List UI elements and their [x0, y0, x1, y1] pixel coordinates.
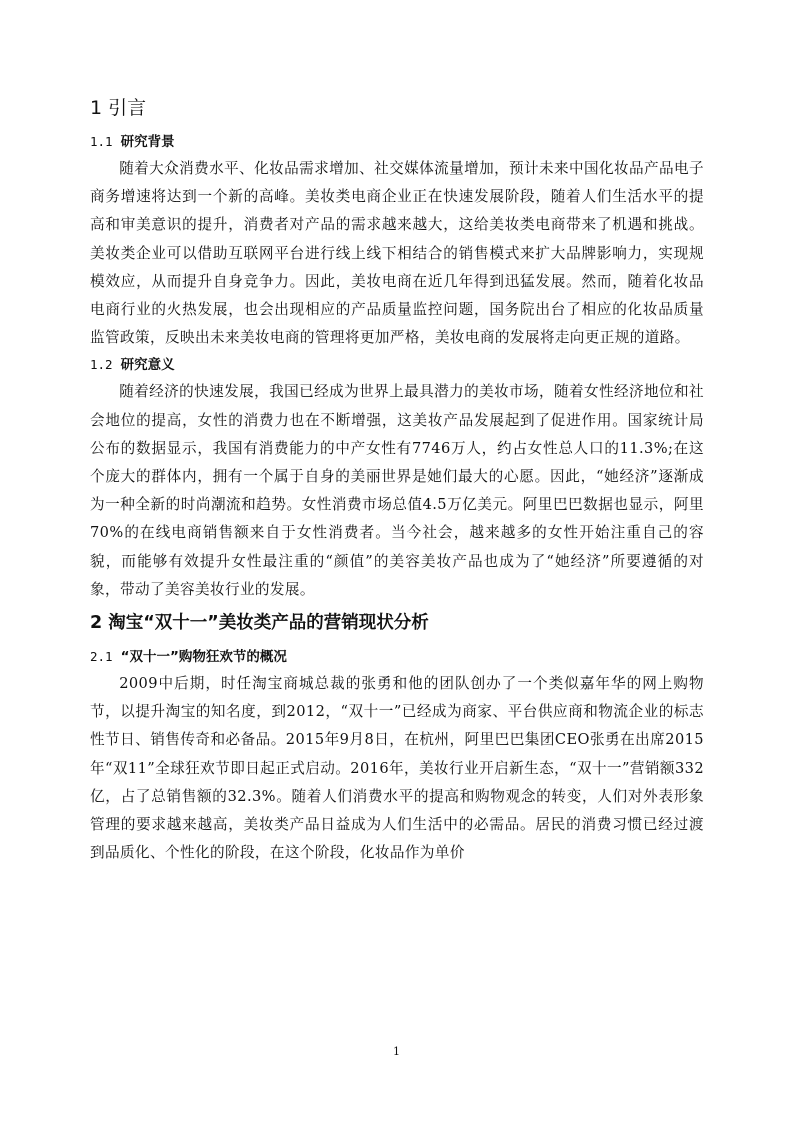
- subsection-title: 研究背景: [120, 134, 175, 150]
- subsection-number: 2.1: [90, 649, 113, 665]
- section-heading-introduction: 1 引言: [90, 97, 147, 119]
- subsection-heading-significance: [90, 352, 704, 378]
- subsection-number: 1.2: [90, 357, 113, 373]
- paragraph-background: 随着大众消费水平、化妆品需求增加、社交媒体流量增加，预计未来中国化妆品产品电子商务增速将达到一个新的高峰。美妆类电商企业正在快速发展阶段，随着人们生活水平的提高和审美意识的提升，消费者对产品的需求越来越大，这给美妆类电商带来了机遇和挑战。美妆类企业可以借助互联网平台进行线上线下相结合的销售模式来扩大品牌影响力，实现规模效应，从而提升自身竞争力。因此，美妆电商在近几年得到迅猛发展。然而，随着化妆品电商行业的火热发展，也会出现相应的产品质量监控问题，国务院出台了相应的化妆品质量监管政策，反映出未来美妆电商的管理将更加严格，美妆电商的发展将走向更正规的道路。: [90, 160, 704, 347]
- page-body: [90, 93, 704, 867]
- subsection-title: 研究意义: [120, 357, 175, 374]
- subsection-heading-overview: [90, 644, 704, 670]
- paragraph-significance: 随着经济的快速发展，我国已经成为世界上最具潜力的美妆市场，随着女性经济地位和社会地位的提高，女性的消费力也在不断增强，这美妆产品发展起到了促进作用。国家统计局公布的数据显示，我国有消费能力的中产女性有7746万人，约占女性总人口的11.3%;在这个庞大的群体内，拥有一个属于自身的美丽世界是她们最大的心愿。因此，“她经济”逐渐成为一种全新的时尚潮流和趋势。女性消费市场总值4.5万亿美元。阿里巴巴数据也显示，阿里70%的在线电商销售额来自于女性消费者。当今社会，越来越多的女性开始注重自己的容貌，而能够有效提升女性最注重的“颜值”的美容美妆产品也成为了“她经济”所要遵循的对象，带动了美容美妆行业的发展。: [90, 383, 704, 598]
- subsection-title: “双十一”购物狂欢节的概况: [120, 649, 287, 666]
- section-heading-analysis: 2 淘宝“双十一”美妆类产品的营销现状分析: [90, 613, 429, 634]
- paragraph-overview: 2009中后期，时任淘宝商城总裁的张勇和他的团队创办了一个类似嘉年华的网上购物节，以提升淘宝的知名度，到2012，“双十一”已经成为商家、平台供应商和物流企业的标志性节日、销售传奇和必备品。2015年9月8日，在杭州，阿里巴巴集团CEO张勇在出席2015年“双11”全球狂欢节即日起正式启动。2016年，美妆行业开启新生态，“双十一”营销额332亿，占了总销售额的32.3%。随着人们消费水平的提高和购物观念的转变，人们对外表形象管理的要求越来越高，美妆类产品日益成为人们生活中的必需品。居民的消费习惯已经过渡到品质化、个性化的阶段，在这个阶段，化妆品作为单价: [90, 675, 704, 862]
- page-number: 1: [393, 1045, 400, 1058]
- subsection-number: 1.1: [90, 134, 113, 149]
- subsection-heading-background: [90, 129, 704, 155]
